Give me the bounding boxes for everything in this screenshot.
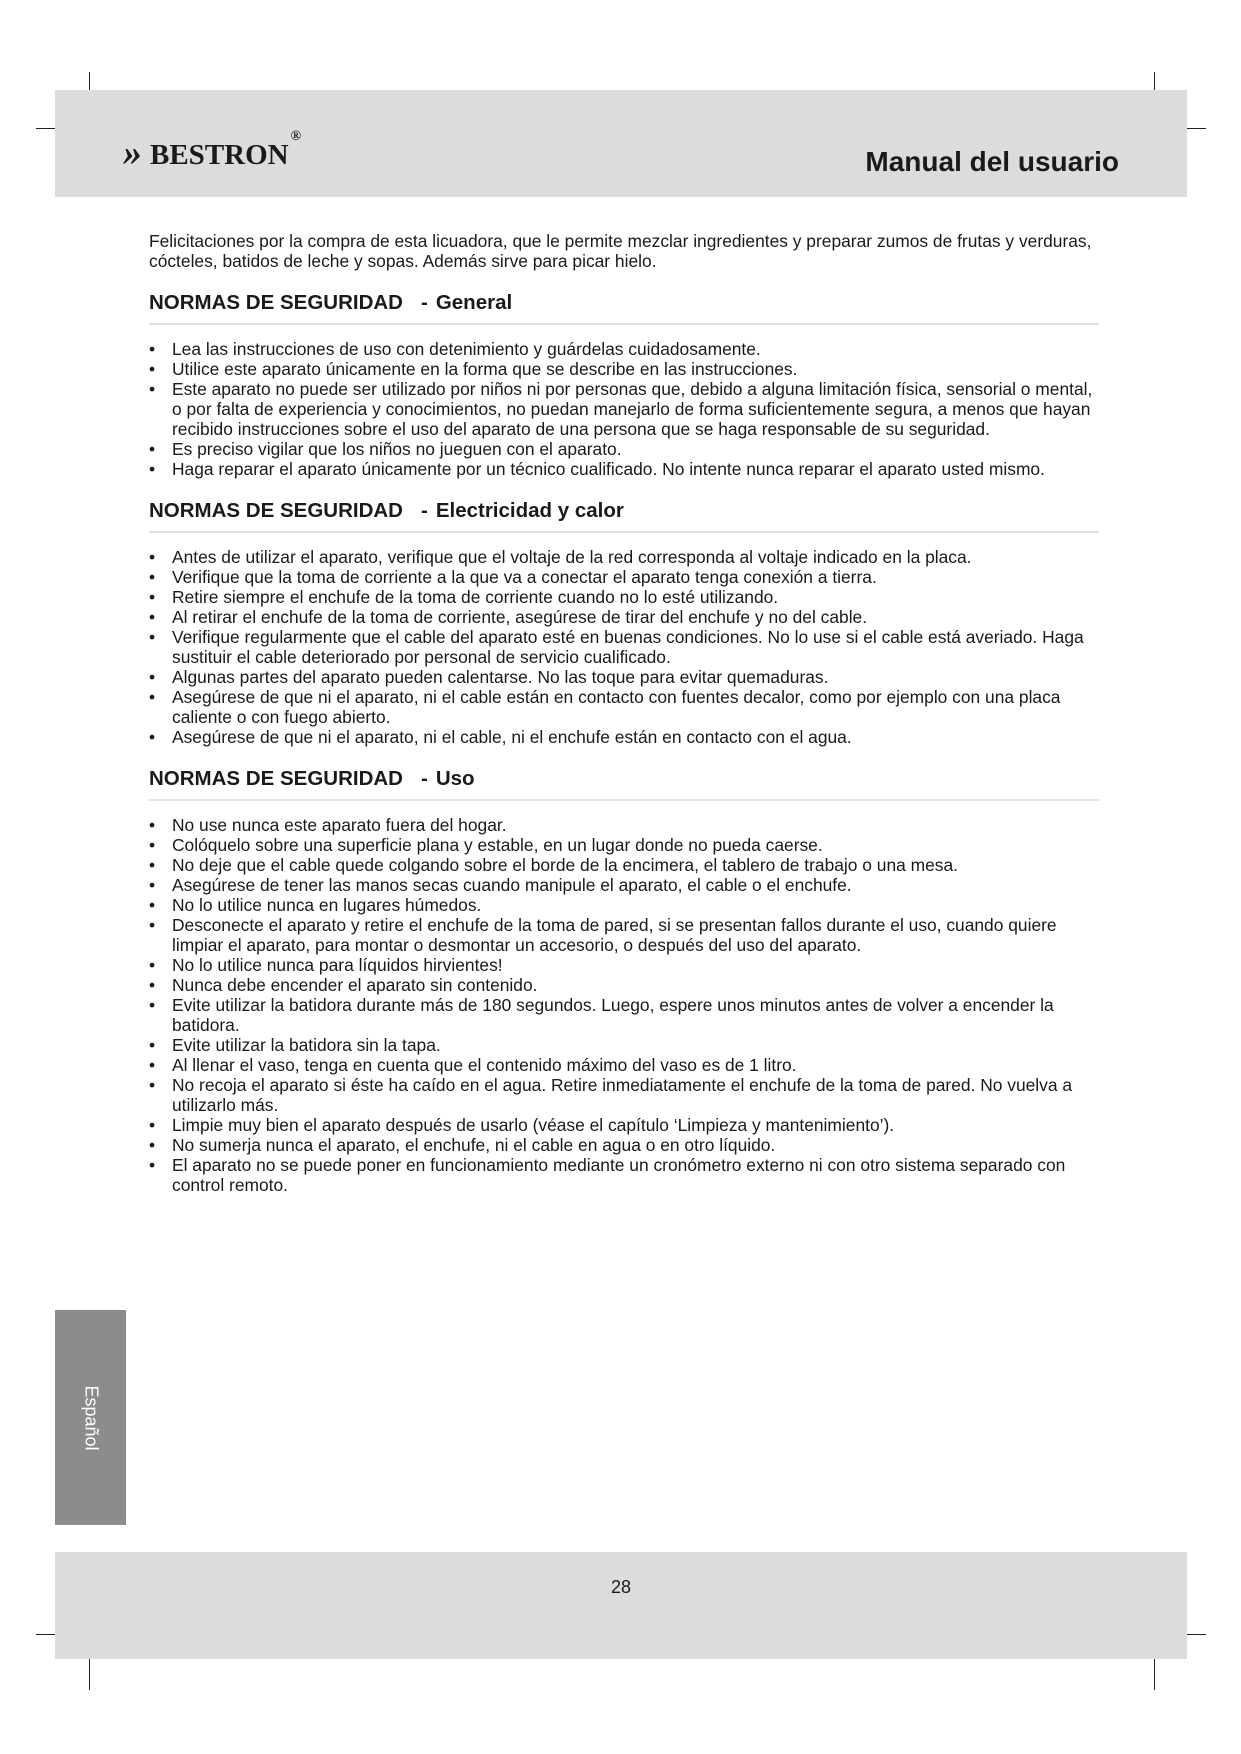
list-item: • Desconecte el aparato y retire el enchufe de la toma de pared, si se presentan fallos durante el uso, cuando quiere limpiar el aparato, para montar o desmontar un accesorio, o después del uso del aparato.: [149, 915, 1099, 955]
language-tab: [55, 1310, 126, 1525]
list-item: • Verifique que la toma de corriente a la que va a conectar el aparato tenga conexión a tierra.: [149, 567, 1099, 587]
section-heading-subtitle: Uso: [435, 767, 475, 790]
list-item: • Al llenar el vaso, tenga en cuenta que el contenido máximo del vaso es de 1 litro.: [149, 1055, 1099, 1075]
list-item: • Colóquelo sobre una superficie plana y estable, en un lugar donde no pueda caerse.: [149, 835, 1099, 855]
list-item: • Retire siempre el enchufe de la toma de corriente cuando no lo esté utilizando.: [149, 587, 1099, 607]
list-item: • Asegúrese de tener las manos secas cuando manipule el aparato, el cable o el enchufe.: [149, 875, 1099, 895]
list-item: • No sumerja nunca el aparato, el enchufe, ni el cable en agua o en otro líquido.: [149, 1135, 1099, 1155]
list-item: • No deje que el cable quede colgando sobre el borde de la encimera, el tablero de trabajo o una mesa.: [149, 855, 1099, 875]
safety-list: [149, 547, 1099, 747]
section-heading-separator: -: [421, 499, 428, 522]
footer-band: [55, 1552, 1187, 1659]
list-item: • Al retirar el enchufe de la toma de corriente, asegúrese de tirar del enchufe y no del cable.: [149, 607, 1099, 627]
section-heading-separator: -: [421, 767, 428, 790]
logo-wordmark: [150, 130, 301, 172]
intro-paragraph: [149, 231, 1099, 271]
safety-sections: [149, 291, 1099, 1195]
safety-list: [149, 815, 1099, 1195]
section-heading: [149, 499, 1099, 533]
list-item: • No recoja el aparato si éste ha caído en el agua. Retire inmediatamente el enchufe de la toma de pared. No vuelva a utilizarlo más.: [149, 1075, 1099, 1115]
header-band: [55, 90, 1187, 197]
list-item: • Este aparato no puede ser utilizado por niños ni por personas que, debido a alguna limitación física, sensorial o mental, o por falta de experiencia y conocimientos, no puedan manejarlo de forma suficientemente segura, a menos que hayan recibido instrucciones sobre el uso del aparato de una persona que se haga responsable de su seguridad.: [149, 379, 1099, 439]
list-item: • Limpie muy bien el aparato después de usarlo (véase el capítulo ‘Limpieza y mantenimiento’).: [149, 1115, 1099, 1135]
intro-text: Felicitaciones por la compra de esta licuadora, que le permite mezclar ingredientes y preparar zumos de frutas y verduras, cócteles, batidos de leche y sopas. Además sirve para picar hielo.: [149, 231, 1092, 271]
list-item: • No lo utilice nunca para líquidos hirvientes!: [149, 955, 1099, 975]
brand-logo: [123, 130, 301, 172]
list-item: • Es preciso vigilar que los niños no jueguen con el aparato.: [149, 439, 1099, 459]
section-heading-subtitle: General: [435, 291, 513, 314]
page-number: 28: [610, 1577, 632, 1597]
list-item: • El aparato no se puede poner en funcionamiento mediante un cronómetro externo ni con otro sistema separado con control remoto.: [149, 1155, 1099, 1195]
list-item: • No use nunca este aparato fuera del hogar.: [149, 815, 1099, 835]
list-item: • Evite utilizar la batidora sin la tapa.: [149, 1035, 1099, 1055]
section-heading-title: NORMAS DE SEGURIDAD: [149, 499, 403, 522]
list-item: • Haga reparar el aparato únicamente por un técnico cualificado. No intente nunca reparar el aparato usted mismo.: [149, 459, 1099, 479]
list-item: • Utilice este aparato únicamente en la forma que se describe en las instrucciones.: [149, 359, 1099, 379]
section-heading-separator: -: [421, 291, 428, 314]
section-heading-subtitle: Electricidad y calor: [435, 499, 624, 522]
list-item: • Evite utilizar la batidora durante más de 180 segundos. Luego, espere unos minutos antes de volver a encender la batidora.: [149, 995, 1099, 1035]
list-item: • Asegúrese de que ni el aparato, ni el cable están en contacto con fuentes decalor, como por ejemplo con una placa caliente o con fuego abierto.: [149, 687, 1099, 727]
language-tab-label: Español: [81, 1384, 101, 1451]
logo-wordmark-text: bestron: [150, 128, 289, 174]
list-item: • No lo utilice nunca en lugares húmedos.: [149, 895, 1099, 915]
section-heading-title: NORMAS DE SEGURIDAD: [149, 291, 403, 314]
safety-list: [149, 339, 1099, 479]
logo-registered-mark: ®: [290, 129, 302, 144]
list-item: • Asegúrese de que ni el aparato, ni el cable, ni el enchufe están en contacto con el agua.: [149, 727, 1099, 747]
page-title: Manual del usuario: [865, 146, 1119, 177]
section-heading-title: NORMAS DE SEGURIDAD: [149, 767, 403, 790]
list-item: • Nunca debe encender el aparato sin contenido.: [149, 975, 1099, 995]
list-item: • Algunas partes del aparato pueden calentarse. No las toque para evitar quemaduras.: [149, 667, 1099, 687]
list-item: • Antes de utilizar el aparato, verifique que el voltaje de la red corresponda al voltaje indicado en la placa.: [149, 547, 1099, 567]
logo-chevron-icon: »: [123, 132, 134, 174]
list-item: • Lea las instrucciones de uso con detenimiento y guárdelas cuidadosamente.: [149, 339, 1099, 359]
list-item: • Verifique regularmente que el cable del aparato esté en buenas condiciones. No lo use si el cable está averiado. Haga sustituir el cable deteriorado por personal de servicio cualificado.: [149, 627, 1099, 667]
section-heading: [149, 291, 1099, 325]
main-content: [149, 231, 1099, 1195]
section-heading: [149, 767, 1099, 801]
